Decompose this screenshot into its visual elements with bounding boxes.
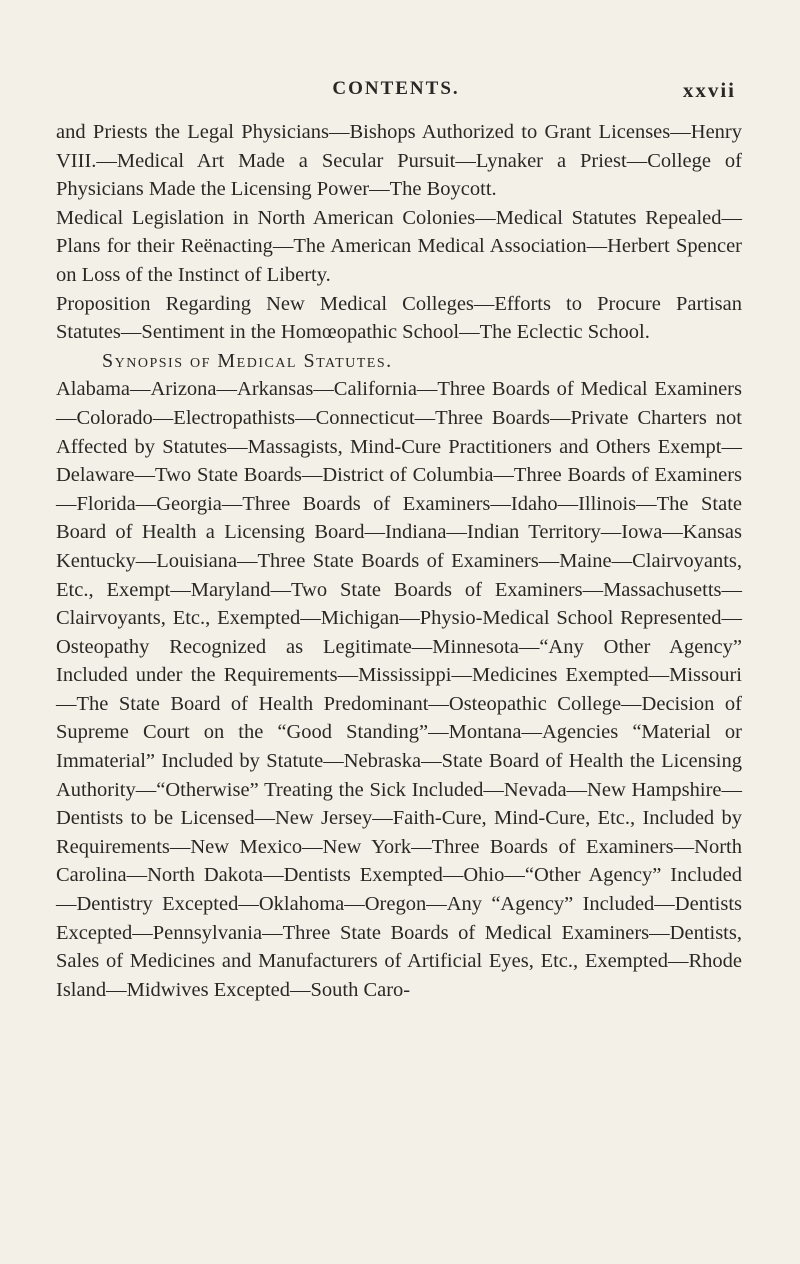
running-head <box>56 78 736 102</box>
contents-body <box>56 118 742 1004</box>
paragraph-statutes: Alabama—Arizona—Arkansas—California—Three Boards of Medical Examiners—Colorado—Electropathists—Connecticut—Three Boards—Private Charters not Affected by Statutes—Massagists, Mind-Cure Practitioners and Others Exempt—Delaware—Two State Boards—District of Columbia—Three Boards of Examiners—Florida—Georgia—Three Boards of Examiners—Idaho—Illinois—The State Board of Health a Licensing Board—Indiana—Indian Territory—Iowa—Kansas Kentucky—Louisiana—Three State Boards of Examiners—Maine—Clairvoyants, Etc., Exempt—Maryland—Two State Boards of Examiners—Massachusetts—Clairvoyants, Etc., Exempted—Michigan—Physio-Medical School Represented—Osteopathy Recognized as Legitimate—Minnesota—“Any Other Agency” Included under the Requirements—Mississippi—Medicines Exempted—Missouri—The State Board of Health Predominant—Osteopathic College—Decision of Supreme Court on the “Good Standing”—Montana—Agencies “Material or Immaterial” Included by Statute—Nebraska—State Board of Health the Licensing Authority—“Otherwise” Treating the Sick Included—Nevada—New Hampshire—Dentists to be Licensed—New Jersey—Faith-Cure, Mind-Cure, Etc., Included by Requirements—New Mexico—New York—Three Boards of Examiners—North Carolina—North Dakota—Dentists Exempted—Ohio—“Other Agency” Included—Dentistry Excepted—Oklahoma—Oregon—Any “Agency” Included—Dentists Excepted—Pennsylvania—Three State Boards of Medical Examiners—Dentists, Sales of Medicines and Manufacturers of Artificial Eyes, Etc., Exempted—Rhode Island—Midwives Excepted—South Caro- <box>56 378 742 1001</box>
section-heading: Synopsis of Medical Statutes. <box>102 349 393 372</box>
paragraph-priests: and Priests the Legal Physicians—Bishops Authorized to Grant Licenses—Henry VIII.—Medical Art Made a Secular Pursuit—Lynaker a Priest—College of Physicians Made the Licensing Power—The Boycott. <box>56 121 742 201</box>
page-number: xxvii <box>682 78 736 102</box>
page-title: CONTENTS. <box>332 78 460 99</box>
paragraph-colonies: Medical Legislation in North American Colonies—Medical Statutes Repealed—Plans for their Reënacting—The American Medical Association—Herbert Spencer on Loss of the Instinct of Liberty. <box>56 206 742 286</box>
paragraph-colleges: Proposition Regarding New Medical Colleges—Efforts to Procure Partisan Statutes—Sentiment in the Homœopathic School—The Eclectic School. <box>56 292 742 344</box>
